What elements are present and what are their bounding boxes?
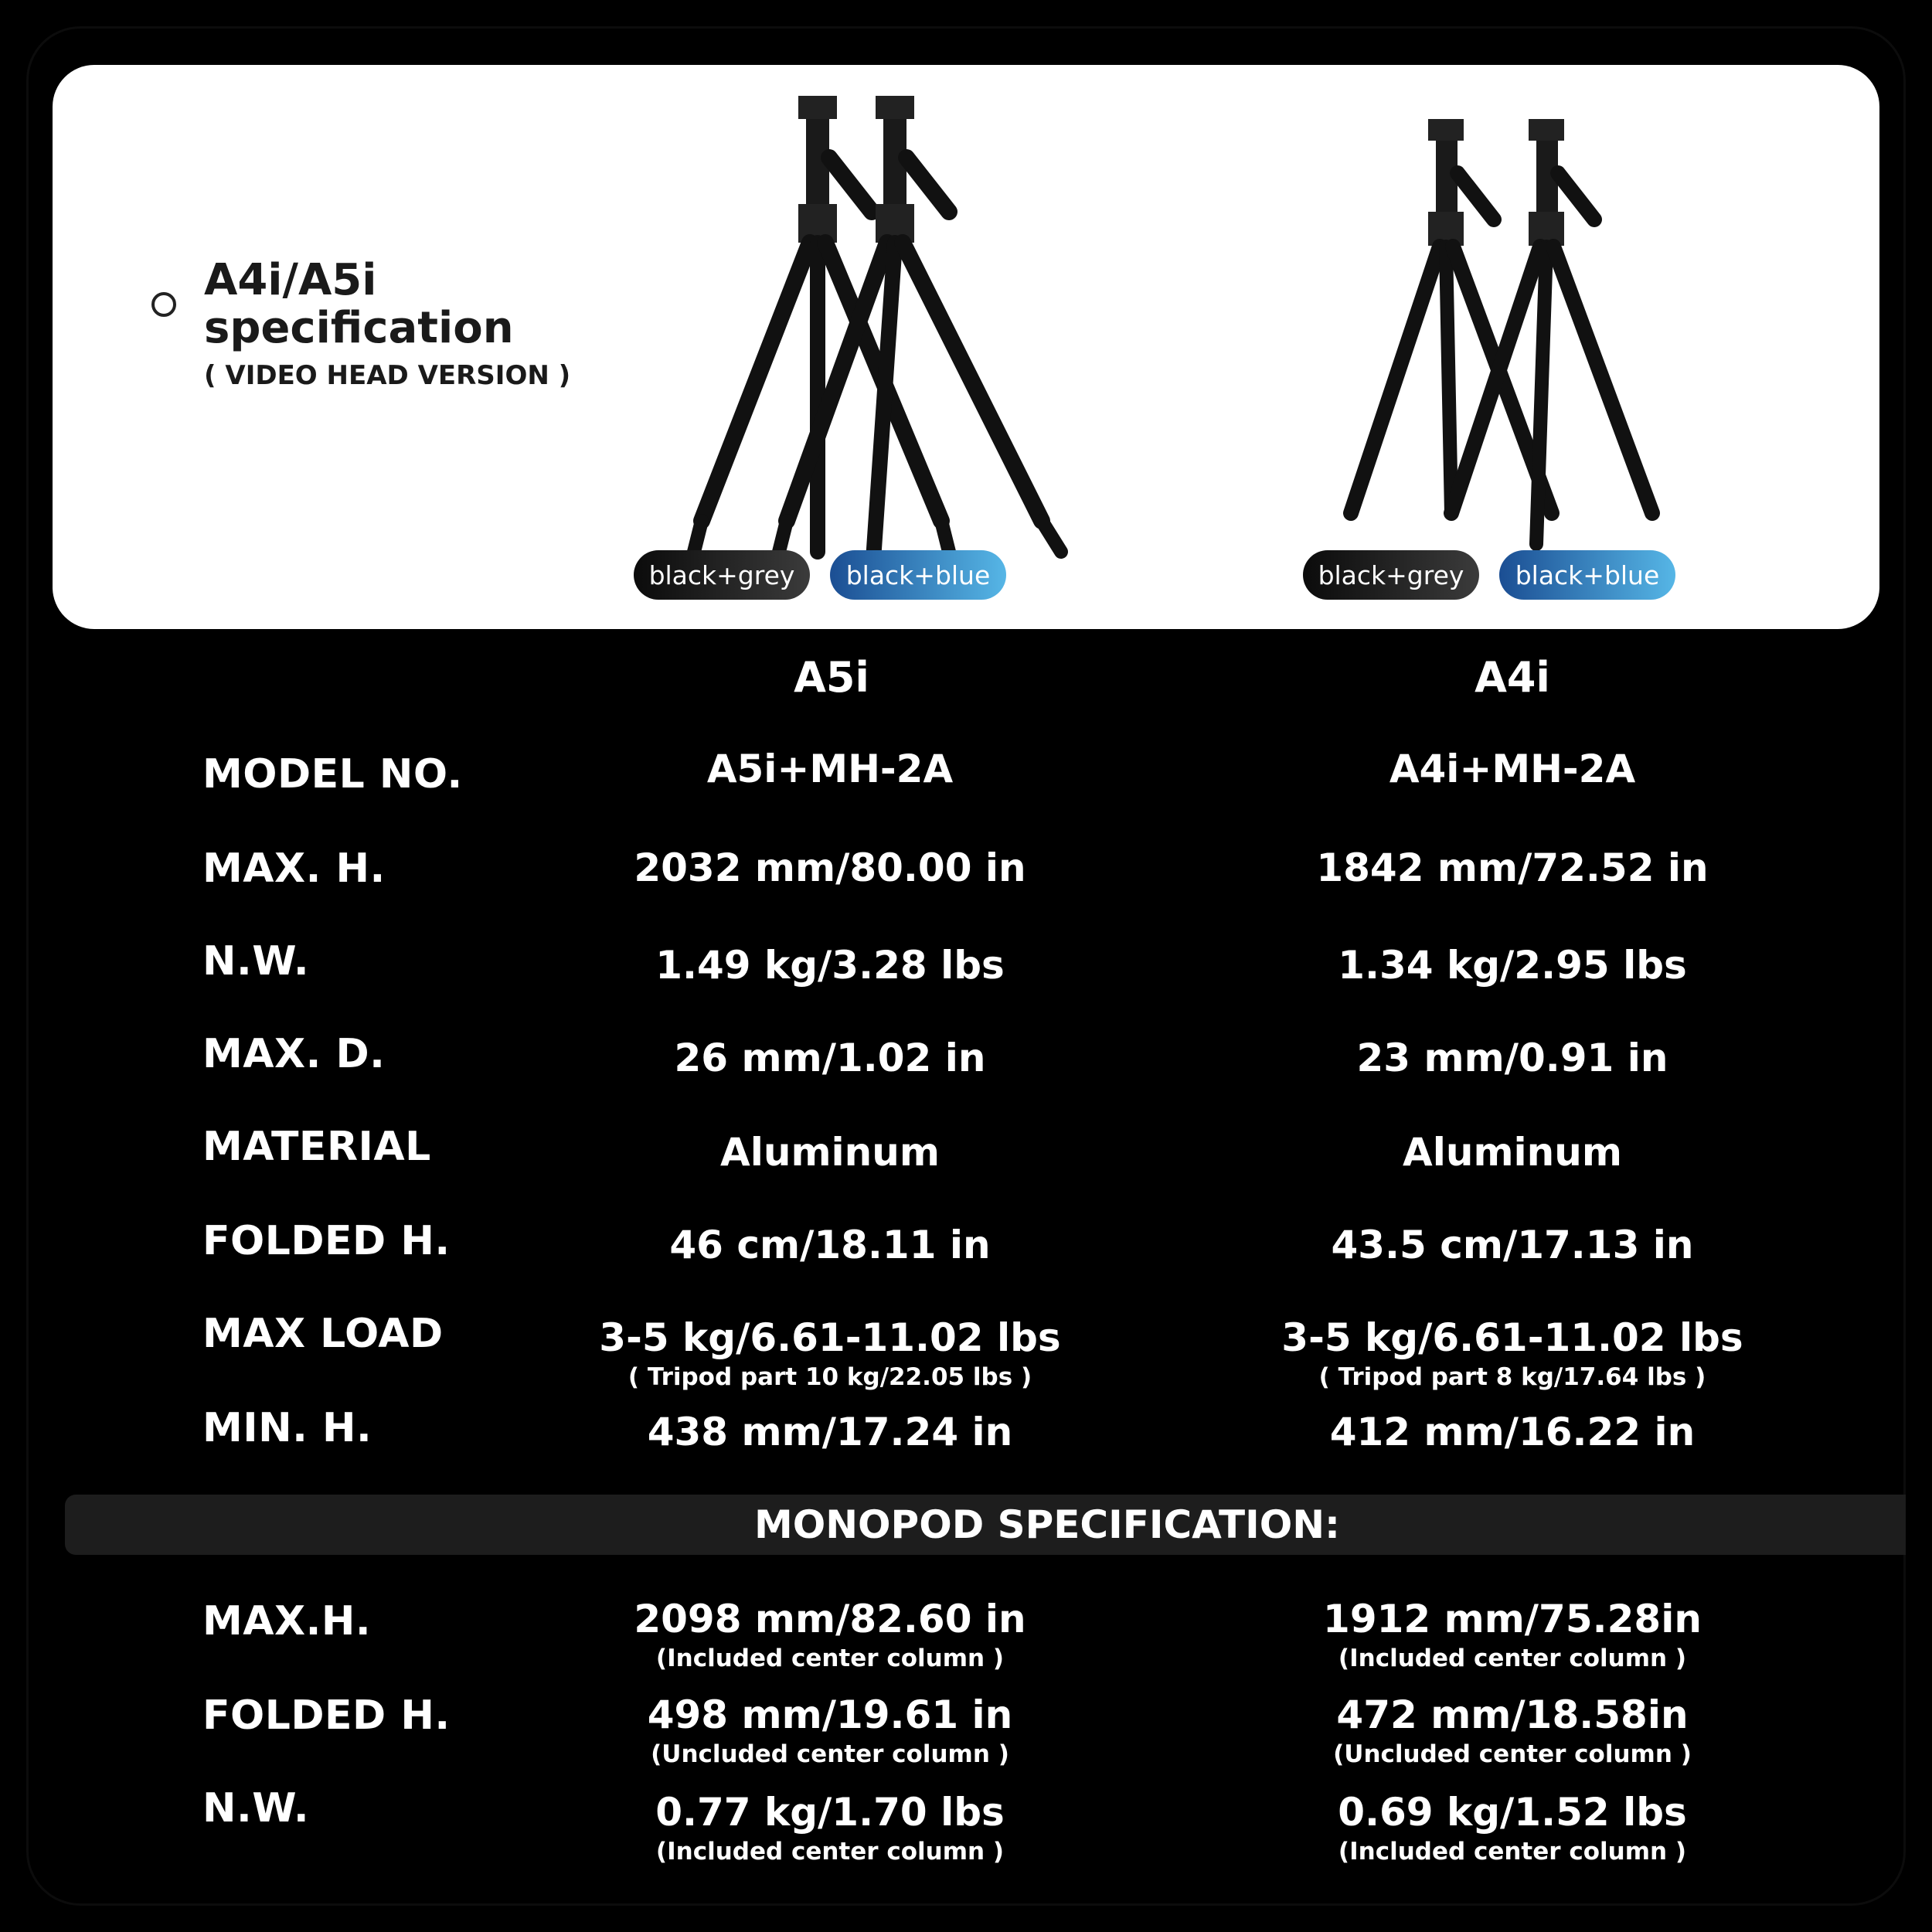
monopod-row-label-folded-h: FOLDED H. — [202, 1692, 451, 1739]
a4i-max-load-value: 3-5 kg/6.61-11.02 lbs — [1281, 1315, 1743, 1360]
a4i-monopod-nw — [1172, 1790, 1852, 1866]
a5i-max-d: 26 mm/1.02 in — [674, 1036, 986, 1080]
column-header-a5i: A5i — [794, 653, 869, 702]
a4i-nw: 1.34 kg/2.95 lbs — [1338, 943, 1687, 988]
a5i-monopod-max-h — [490, 1597, 1170, 1672]
a5i-tripod-image — [640, 88, 1119, 614]
a4i-monopod-nw-note: (Included center column ) — [1338, 1838, 1687, 1866]
header-panel — [53, 65, 1879, 629]
a4i-max-h: 1842 mm/72.52 in — [1316, 845, 1709, 890]
a4i-monopod-folded-h — [1172, 1692, 1852, 1768]
a4i-monopod-nw-value: 0.69 kg/1.52 lbs — [1338, 1790, 1687, 1835]
monopod-row-label-nw: N.W. — [202, 1785, 310, 1832]
circle-bullet-icon — [151, 292, 176, 317]
a4i-monopod-folded-h-note: (Uncluded center column ) — [1333, 1740, 1692, 1768]
row-label-min-h: MIN. H. — [202, 1405, 372, 1451]
a4i-color-black-blue[interactable]: black+blue — [1499, 550, 1675, 600]
title-line-2: specification — [204, 303, 514, 353]
a5i-monopod-nw — [490, 1790, 1170, 1866]
a5i-max-load — [490, 1315, 1170, 1391]
a4i-min-h: 412 mm/16.22 in — [1329, 1410, 1696, 1454]
a5i-monopod-folded-h — [490, 1692, 1170, 1768]
a4i-monopod-folded-h-value: 472 mm/18.58in — [1336, 1692, 1689, 1737]
a4i-material: Aluminum — [1403, 1130, 1622, 1175]
a4i-max-d: 23 mm/0.91 in — [1356, 1036, 1668, 1080]
a4i-folded-h: 43.5 cm/17.13 in — [1331, 1223, 1694, 1267]
a4i-monopod-max-h-note: (Included center column ) — [1338, 1645, 1687, 1672]
a5i-max-load-value: 3-5 kg/6.61-11.02 lbs — [599, 1315, 1061, 1360]
row-label-max-d: MAX. D. — [202, 1031, 386, 1077]
column-header-a4i: A4i — [1475, 653, 1550, 702]
title-line-1: A4i/A5i — [204, 255, 377, 305]
a5i-monopod-max-h-value: 2098 mm/82.60 in — [634, 1597, 1026, 1641]
row-label-material: MATERIAL — [202, 1124, 431, 1170]
page-subtitle: ( VIDEO HEAD VERSION ) — [204, 360, 571, 391]
a4i-monopod-max-h — [1172, 1597, 1852, 1672]
row-label-max-h: MAX. H. — [202, 845, 386, 892]
a5i-max-h: 2032 mm/80.00 in — [634, 845, 1026, 890]
a5i-folded-h: 46 cm/18.11 in — [669, 1223, 991, 1267]
a5i-color-black-grey[interactable]: black+grey — [634, 550, 810, 600]
a5i-model-no: A5i+MH-2A — [706, 747, 954, 791]
a4i-max-load-note: ( Tripod part 8 kg/17.64 lbs ) — [1318, 1363, 1706, 1391]
a4i-monopod-max-h-value: 1912 mm/75.28in — [1323, 1597, 1702, 1641]
a5i-monopod-folded-h-note: (Uncluded center column ) — [651, 1740, 1009, 1768]
row-label-model-no: MODEL NO. — [202, 751, 463, 798]
a4i-tripod-image — [1304, 111, 1737, 590]
row-label-max-load: MAX LOAD — [202, 1311, 444, 1357]
a5i-min-h: 438 mm/17.24 in — [647, 1410, 1013, 1454]
a4i-max-load — [1172, 1315, 1852, 1391]
row-label-folded-h: FOLDED H. — [202, 1218, 451, 1264]
a5i-max-load-note: ( Tripod part 10 kg/22.05 lbs ) — [628, 1363, 1032, 1391]
a4i-model-no: A4i+MH-2A — [1389, 747, 1636, 791]
a4i-color-black-grey[interactable]: black+grey — [1303, 550, 1479, 600]
row-label-nw: N.W. — [202, 938, 310, 985]
monopod-section-title: MONOPOD SPECIFICATION: — [753, 1502, 1341, 1547]
a5i-material: Aluminum — [720, 1130, 940, 1175]
a5i-monopod-nw-note: (Included center column ) — [655, 1838, 1005, 1866]
a5i-monopod-nw-value: 0.77 kg/1.70 lbs — [655, 1790, 1005, 1835]
monopod-row-label-max-h: MAX.H. — [202, 1598, 372, 1645]
a5i-monopod-folded-h-value: 498 mm/19.61 in — [647, 1692, 1013, 1737]
a5i-monopod-max-h-note: (Included center column ) — [655, 1645, 1005, 1672]
a5i-nw: 1.49 kg/3.28 lbs — [655, 943, 1005, 988]
a5i-color-black-blue[interactable]: black+blue — [830, 550, 1006, 600]
monopod-section-bar — [65, 1495, 1906, 1555]
page-title — [204, 257, 514, 352]
